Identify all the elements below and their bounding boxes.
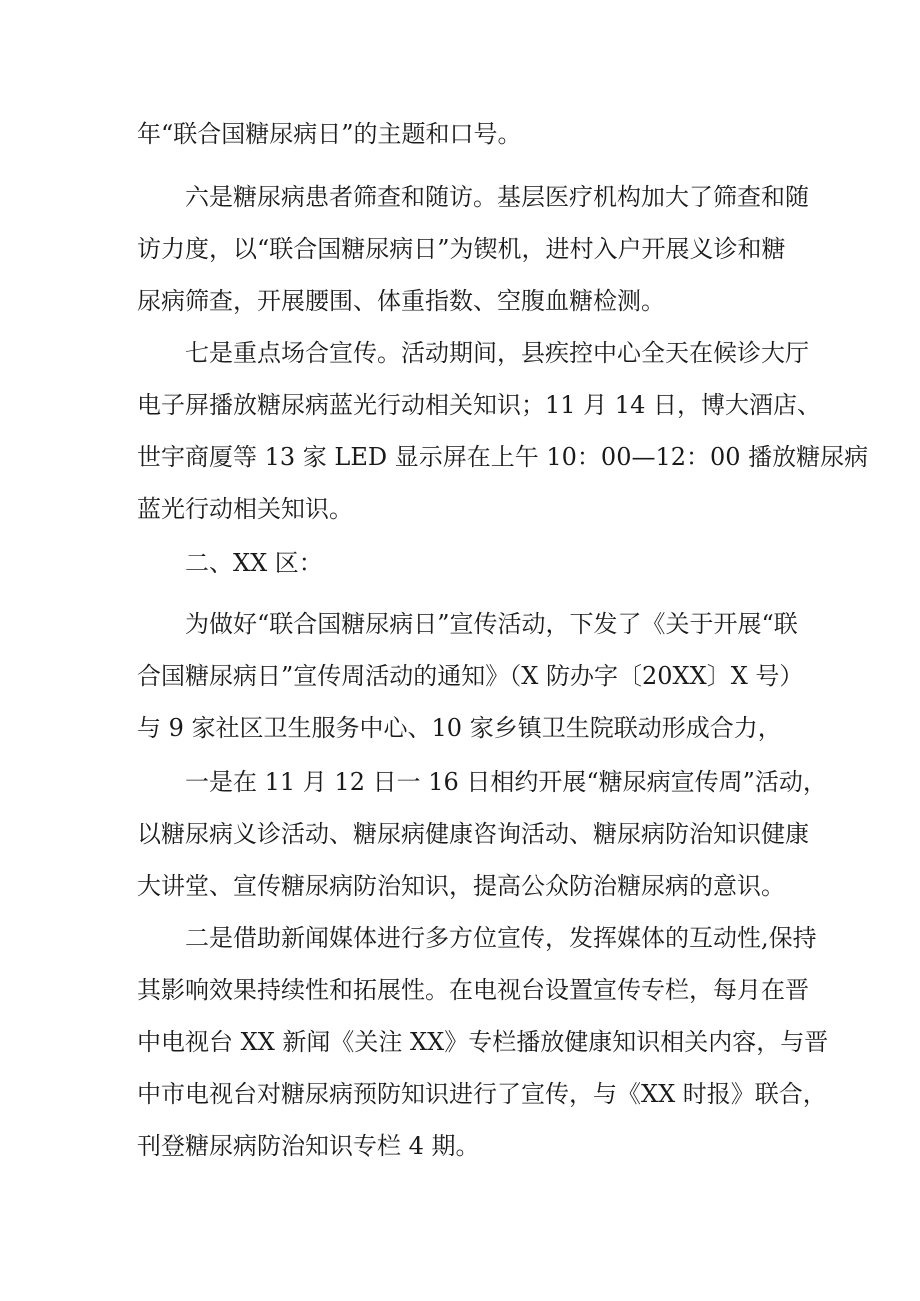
text-line: 中电视台 XX 新闻《关注 XX》专栏播放健康知识相关内容，与晋 [137, 1028, 829, 1056]
text-line: 其影响效果持续性和拓展性。在电视台设置宣传专栏，每月在晋 [137, 976, 809, 1004]
text-line: 与 9 家社区卫生服务中心、10 家乡镇卫生院联动形成合力， [137, 714, 782, 742]
text-line: 蓝光行动相关知识。 [137, 495, 353, 523]
text-line: 为做好“联合国糖尿病日”宣传活动，下发了《关于开展“联 [185, 610, 798, 638]
paragraph-theme-slogan [137, 108, 837, 160]
paragraph-key-venues [137, 327, 869, 535]
text-line: 二、XX 区： [185, 549, 323, 577]
text-line: 年“联合国糖尿病日”的主题和口号。 [137, 120, 522, 148]
paragraph-media-publicity [137, 912, 837, 1172]
text-line: 以糖尿病义诊活动、糖尿病健康咨询活动、糖尿病防治知识健康 [137, 820, 809, 848]
text-line: 六是糖尿病患者筛查和随访。基层医疗机构加大了筛查和随 [185, 183, 809, 211]
text-line: 尿病筛查，开展腰围、体重指数、空腹血糖检测。 [137, 287, 665, 315]
text-line: 一是在 11 月 12 日一 16 日相约开展“糖尿病宣传周”活动， [185, 768, 827, 796]
text-line: 七是重点场合宣传。活动期间，县疾控中心全天在候诊大厅 [185, 339, 809, 367]
text-line: 大讲堂、宣传糖尿病防治知识，提高公众防治糖尿病的意识。 [137, 872, 785, 900]
paragraph-notice [137, 598, 837, 754]
text-line: 电子屏播放糖尿病蓝光行动相关知识；11 月 14 日，博大酒店、 [137, 391, 821, 419]
text-line: 世宇商厦等 13 家 LED 显示屏在上午 10：00—12：00 播放糖尿病 [137, 443, 869, 471]
text-line: 二是借助新闻媒体进行多方位宣传，发挥媒体的互动性,保持 [185, 924, 817, 952]
text-line: 中市电视台对糖尿病预防知识进行了宣传，与《XX 时报》联合， [137, 1080, 827, 1108]
text-line: 刊登糖尿病防治知识专栏 4 期。 [137, 1132, 480, 1160]
text-line: 访力度，以“联合国糖尿病日”为锲机，进村入户开展义诊和糖 [137, 235, 786, 263]
paragraph-awareness-week [137, 756, 837, 912]
paragraph-screening-followup [137, 171, 837, 327]
text-line: 合国糖尿病日”宣传周活动的通知》（X 防办字〔20XX〕X 号） [137, 662, 804, 690]
section-heading-district [137, 537, 837, 589]
